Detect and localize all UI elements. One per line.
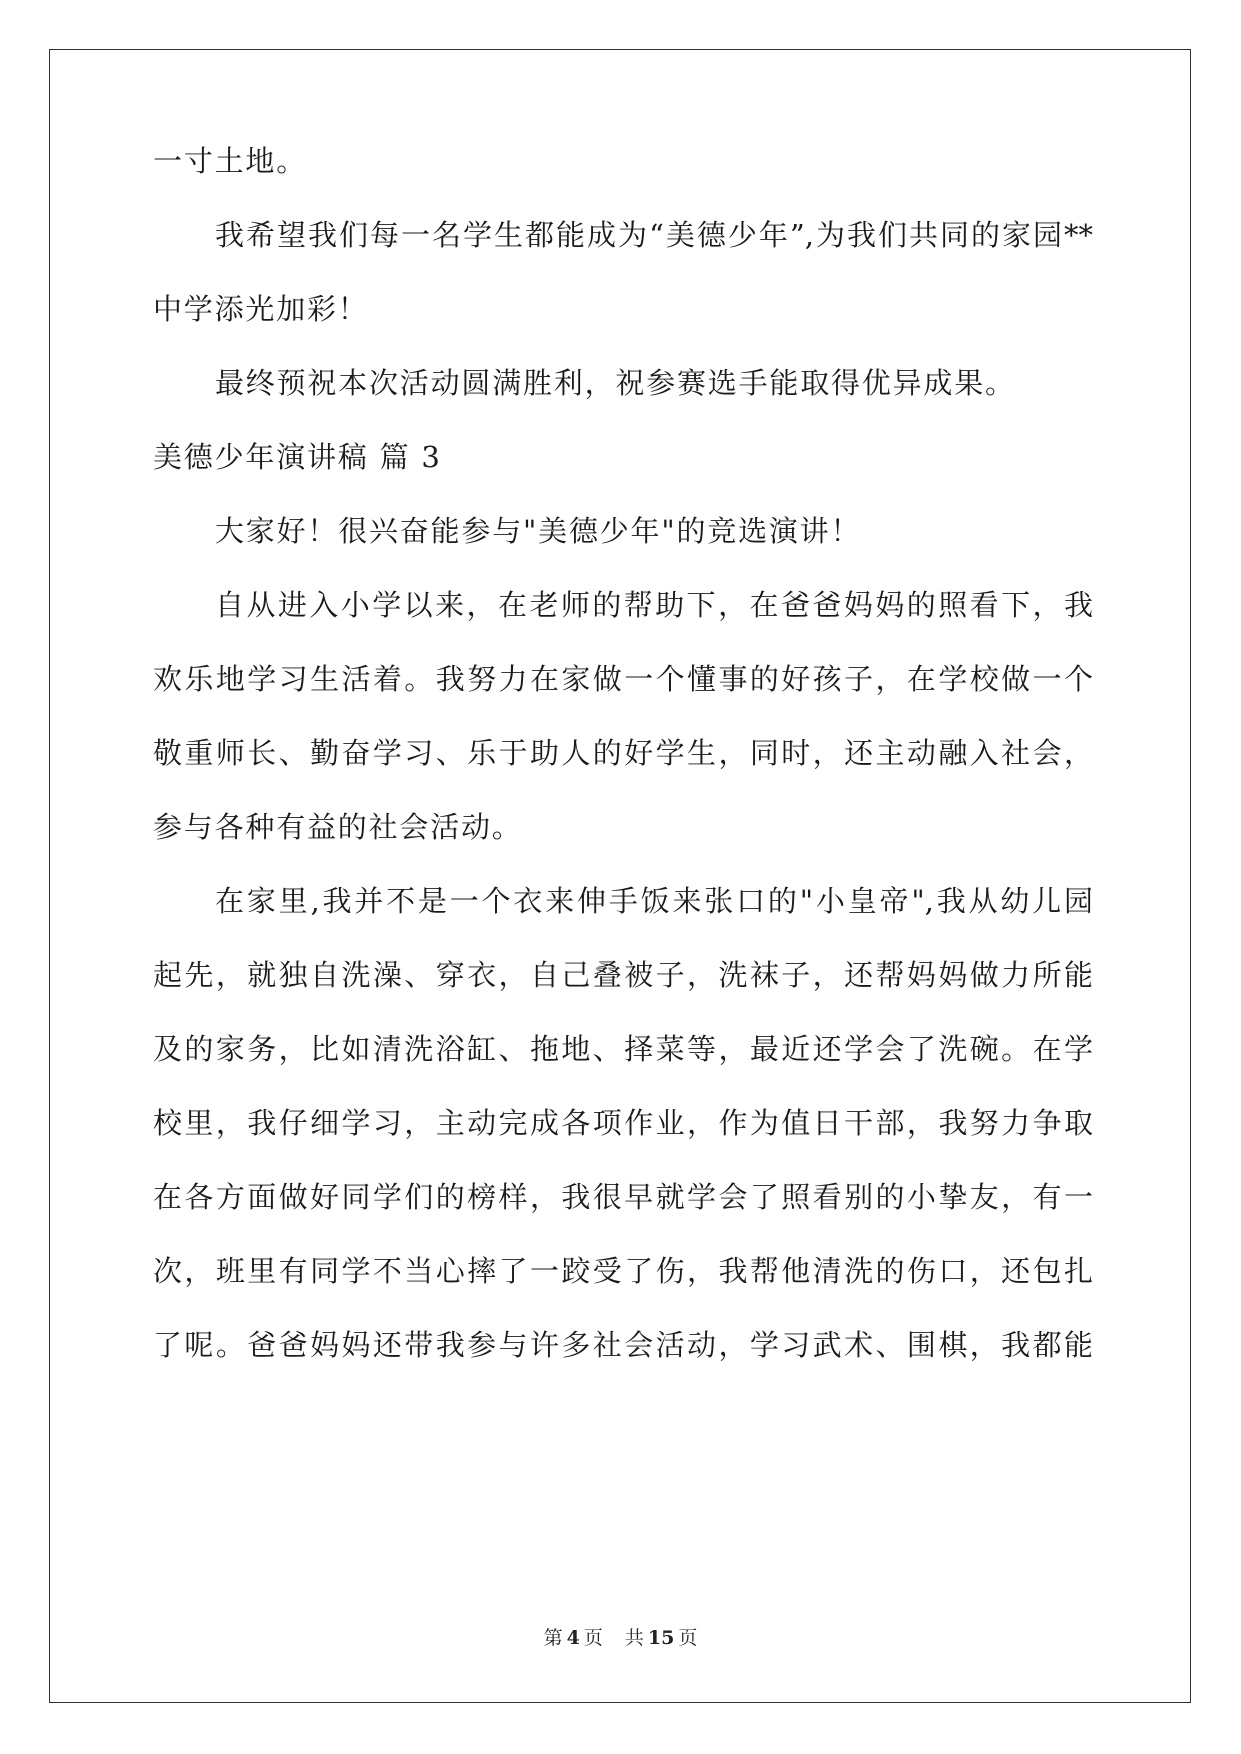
page-current: 4 [566,1627,580,1649]
footer-total-suffix: 页 [678,1627,698,1649]
paragraph-line: 次，班里有同学不当心摔了一跤受了伤，我帮他清洗的伤口，还包扎 [153,1254,1093,1288]
paragraph-line: 我希望我们每一名学生都能成为“美德少年”,为我们共同的家园** [215,218,1093,252]
page-total [621,1627,701,1649]
footer-prefix: 第 [543,1627,563,1649]
page-number [540,1627,607,1649]
footer-total-prefix: 共 [624,1627,644,1649]
page-footer [0,1623,1241,1650]
paragraph-line: 欢乐地学习生活着。我努力在家做一个懂事的好孩子，在学校做一个 [153,662,1093,696]
paragraph-line: 一寸土地。 [153,144,308,178]
paragraph-line: 及的家务，比如清洗浴缸、拖地、择菜等，最近还学会了洗碗。在学 [153,1032,1093,1066]
section-heading: 美德少年演讲稿 篇 3 [153,440,442,474]
paragraph-line: 起先，就独自洗澡、穿衣，自己叠被子，洗袜子，还帮妈妈做力所能 [153,958,1093,992]
paragraph-line: 在家里,我并不是一个衣来伸手饭来张口的"小皇帝",我从幼儿园 [215,884,1093,918]
paragraph-line: 校里，我仔细学习，主动完成各项作业，作为值日干部，我努力争取 [153,1106,1093,1140]
paragraph-line: 敬重师长、勤奋学习、乐于助人的好学生，同时，还主动融入社会， [153,736,1093,770]
document-body [153,140,1093,1398]
paragraph-line: 了呢。爸爸妈妈还带我参与许多社会活动，学习武术、围棋，我都能 [153,1328,1093,1362]
footer-page-word: 页 [583,1627,603,1649]
paragraph-line: 自从进入小学以来，在老师的帮助下，在爸爸妈妈的照看下，我 [215,588,1093,622]
paragraph-line: 参与各种有益的社会活动。 [153,810,523,844]
paragraph-line: 大家好！很兴奋能参与"美德少年"的竞选演讲！ [215,514,862,548]
paragraph-line: 中学添光加彩！ [153,292,369,326]
paragraph-line: 在各方面做好同学们的榜样，我很早就学会了照看别的小挚友，有一 [153,1180,1093,1214]
paragraph-line: 最终预祝本次活动圆满胜利，祝参赛选手能取得优异成果。 [215,366,1016,400]
page-total-number: 15 [647,1627,675,1649]
